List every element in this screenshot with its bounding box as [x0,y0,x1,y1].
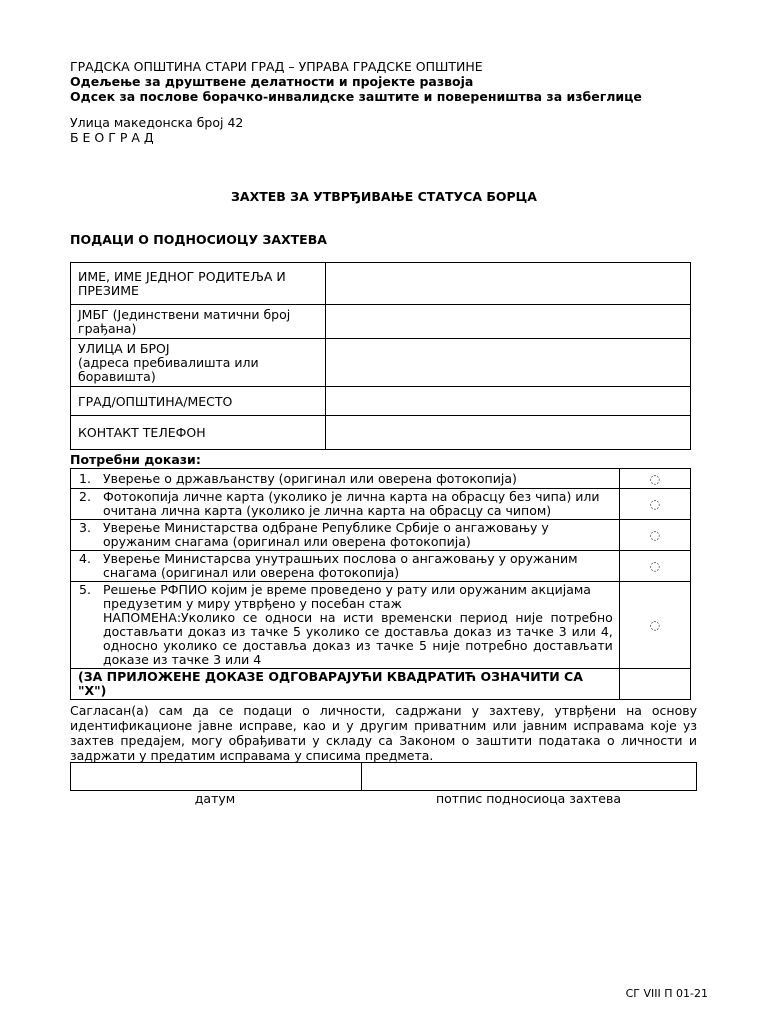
applicant-data-table [70,262,691,450]
proof-text: Решење РФПИО којим је време проведено у рату или оружаним акцијама предузетим у миру утврђено у посебан стаж [103,582,591,611]
proofs-title: Потребни докази: [70,452,201,467]
applicant-section-title: ПОДАЦИ О ПОДНОСИОЦУ ЗАХТЕВА [70,232,327,247]
department-name: Одељење за друштвене делатности и пројекте развоја [70,74,474,89]
consent-text: Сагласан(а) сам да се подаци о личности, садржани у захтеву, утврђени на основу идентификационе јавне исправе, као и у другим приватним или јавним исправама које уз захтев предајем, могу обрађивати у складу са Законом о заштити података о личности и задржати у предатим исправама у списима предмета. [70,703,697,763]
proofs-instruction: (ЗА ПРИЛОЖЕНЕ ДОКАЗЕ ОДГОВАРАЈУЋИ КВАДРАТИЋ ОЗНАЧИТИ СА "Х") [71,669,620,700]
proof-row [71,582,691,669]
phone-field[interactable] [326,416,691,450]
proofs-instruction-row [71,669,691,700]
applicant-row-street [71,339,691,387]
document-header [70,60,642,105]
proof-number: 4. [79,551,91,566]
date-field[interactable] [71,763,362,791]
signature-label: потпис подносиоца захтева [435,791,622,806]
document-title: ЗАХТЕВ ЗА УТВРЂИВАЊЕ СТАТУСА БОРЦА [231,189,537,204]
proof-text: Уверење о држављанству (оригинал или оверена фотокопија) [103,470,517,486]
applicant-row-phone [71,416,691,450]
section-name: Одсек за послове борачко-инвалидске заштите и повереништва за избеглице [70,89,642,104]
signature-table [70,762,697,791]
proof-number: 5. [79,582,91,597]
signature-field[interactable] [362,763,697,791]
proofs-table [70,468,691,700]
proof-checkbox[interactable]: ◌ [619,520,690,551]
proof-row [71,469,691,489]
name-field[interactable] [326,263,691,305]
empty-cell [619,669,690,700]
proof-number: 2. [79,489,91,504]
date-label: датум [194,791,236,806]
street-address: Улица македонска број 42 [70,115,244,130]
proof-note: НАПОМЕНА:Уколико се односи на исти временски период није потребно достављати доказ из тачке 5 уколико се доставља доказ из тачке 3 или 4, односно уколико се доставља доказ из тачке 5 није потребно достављати доказе из тачке 3 или 4 [103,610,613,667]
proof-checkbox[interactable]: ◌ [619,582,690,669]
applicant-row-jmbg [71,305,691,339]
proof-number: 3. [79,520,91,535]
jmbg-field[interactable] [326,305,691,339]
field-label: УЛИЦА И БРОЈ (адреса пребивалишта или боравишта) [71,339,326,387]
proof-checkbox[interactable]: ◌ [619,469,690,489]
proof-row [71,551,691,582]
proof-text: Уверење Министарства одбране Републике Србије о ангажовању у оружаним снагама (оригинал или оверена фотокопија) [103,520,549,549]
proof-text: Уверење Министарсва унутрашњих послова о ангажовању у оружаним снагама (оригинал или оверена фотокопија) [103,551,578,580]
form-code: СГ VIII П 01-21 [625,987,708,1000]
proof-number: 1. [79,470,91,486]
field-label: ИМЕ, ИМЕ ЈЕДНОГ РОДИТЕЉА И ПРЕЗИМЕ [71,263,326,305]
applicant-row-name [71,263,691,305]
city-name: Б Е О Г Р А Д [70,130,154,145]
city-field[interactable] [326,387,691,416]
applicant-row-city [71,387,691,416]
address-block [70,116,243,146]
municipality-name: ГРАДСКА ОПШТИНА СТАРИ ГРАД – УПРАВА ГРАДСКЕ ОПШТИНЕ [70,59,483,74]
proof-text: Фотокопија личне карта (уколико је лична карта на обрасцу без чипа) или очитана лична карта (уколико је лична карта на обрасцу са чипом) [103,489,600,518]
field-label: ЈМБГ (Јединствени матични број грађана) [71,305,326,339]
proof-checkbox[interactable]: ◌ [619,489,690,520]
field-label: ГРАД/ОПШТИНА/МЕСТО [71,387,326,416]
street-field[interactable] [326,339,691,387]
proof-checkbox[interactable]: ◌ [619,551,690,582]
proof-row [71,489,691,520]
field-label: КОНТАКТ ТЕЛЕФОН [71,416,326,450]
proof-row [71,520,691,551]
